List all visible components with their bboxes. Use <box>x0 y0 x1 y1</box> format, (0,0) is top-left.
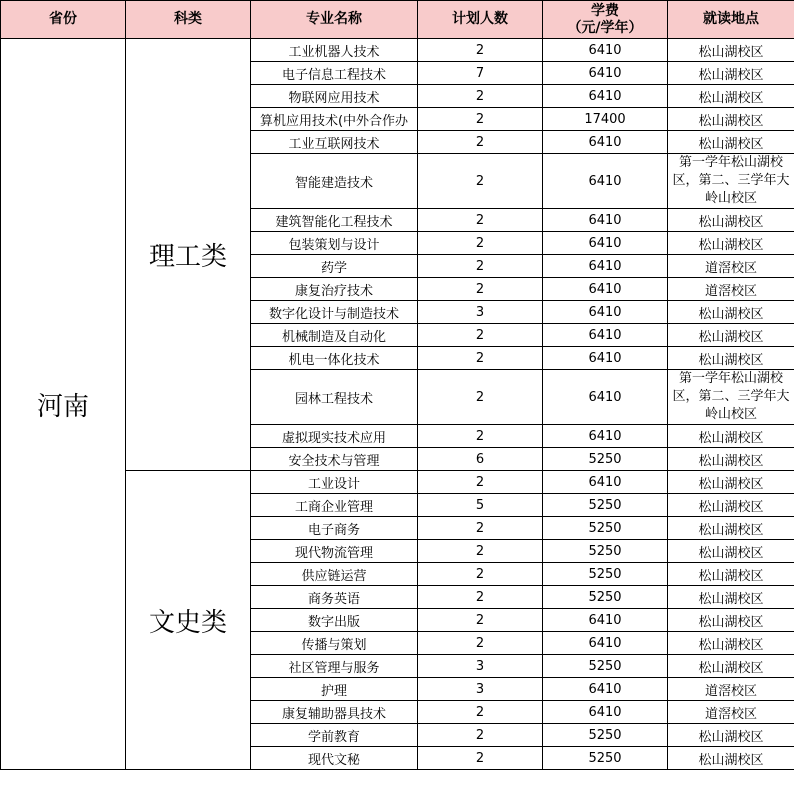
plan-cell: 2 <box>418 154 543 209</box>
campus-cell: 松山湖校区 <box>668 540 794 563</box>
major-cell: 现代物流管理 <box>251 540 418 563</box>
major-cell: 工商企业管理 <box>251 494 418 517</box>
fee-cell: 6410 <box>543 154 668 209</box>
major-cell: 电子信息工程技术 <box>251 62 418 85</box>
header-plan: 计划人数 <box>418 1 543 39</box>
fee-cell: 6410 <box>543 425 668 448</box>
plan-cell: 3 <box>418 301 543 324</box>
fee-cell: 6410 <box>543 701 668 724</box>
campus-cell: 松山湖校区 <box>668 131 794 154</box>
major-cell: 工业机器人技术 <box>251 39 418 62</box>
major-cell: 数字出版 <box>251 609 418 632</box>
fee-cell: 6410 <box>543 62 668 85</box>
plan-cell: 2 <box>418 370 543 425</box>
plan-cell: 6 <box>418 448 543 471</box>
plan-cell: 2 <box>418 563 543 586</box>
campus-cell: 松山湖校区 <box>668 494 794 517</box>
header-fee-line1: 学费 <box>591 2 619 19</box>
campus-cell: 松山湖校区 <box>668 425 794 448</box>
plan-cell: 2 <box>418 724 543 747</box>
header-row <box>1 1 794 39</box>
plan-cell: 2 <box>418 609 543 632</box>
major-cell: 数字化设计与制造技术 <box>251 301 418 324</box>
major-cell: 工业设计 <box>251 471 418 494</box>
plan-cell: 2 <box>418 255 543 278</box>
campus-cell: 松山湖校区 <box>668 724 794 747</box>
plan-cell: 2 <box>418 324 543 347</box>
major-cell: 商务英语 <box>251 586 418 609</box>
header-fee-line2: （元/学年） <box>567 19 643 36</box>
campus-cell: 松山湖校区 <box>668 448 794 471</box>
header-province: 省份 <box>1 1 126 39</box>
plan-cell: 2 <box>418 347 543 370</box>
plan-cell: 2 <box>418 586 543 609</box>
plan-cell: 2 <box>418 632 543 655</box>
campus-cell: 松山湖校区 <box>668 324 794 347</box>
fee-cell: 6410 <box>543 278 668 301</box>
fee-cell: 6410 <box>543 301 668 324</box>
fee-cell: 6410 <box>543 678 668 701</box>
campus-cell: 松山湖校区 <box>668 747 794 770</box>
fee-cell: 17400 <box>543 108 668 131</box>
campus-cell: 松山湖校区 <box>668 232 794 255</box>
table-row <box>1 39 794 62</box>
plan-cell: 2 <box>418 108 543 131</box>
campus-cell: 道滘校区 <box>668 701 794 724</box>
campus-cell: 松山湖校区 <box>668 108 794 131</box>
plan-cell: 5 <box>418 494 543 517</box>
plan-cell: 3 <box>418 655 543 678</box>
plan-cell: 2 <box>418 209 543 232</box>
plan-cell: 2 <box>418 425 543 448</box>
header-major: 专业名称 <box>251 1 418 39</box>
fee-cell: 6410 <box>543 209 668 232</box>
major-cell: 传播与策划 <box>251 632 418 655</box>
fee-cell: 5250 <box>543 747 668 770</box>
major-cell: 社区管理与服务 <box>251 655 418 678</box>
fee-cell: 6410 <box>543 85 668 108</box>
category-cell: 文史类 <box>126 471 251 770</box>
major-cell: 学前教育 <box>251 724 418 747</box>
major-cell: 电子商务 <box>251 517 418 540</box>
campus-cell: 松山湖校区 <box>668 471 794 494</box>
campus-cell: 松山湖校区 <box>668 85 794 108</box>
major-cell: 物联网应用技术 <box>251 85 418 108</box>
fee-cell: 5250 <box>543 494 668 517</box>
major-cell: 现代文秘 <box>251 747 418 770</box>
major-cell: 建筑智能化工程技术 <box>251 209 418 232</box>
plan-cell: 2 <box>418 701 543 724</box>
fee-cell: 6410 <box>543 255 668 278</box>
fee-cell: 5250 <box>543 540 668 563</box>
campus-cell: 道滘校区 <box>668 278 794 301</box>
campus-cell: 第一学年松山湖校区，第二、三学年大岭山校区 <box>668 370 794 425</box>
campus-cell: 第一学年松山湖校区，第二、三学年大岭山校区 <box>668 154 794 209</box>
plan-cell: 2 <box>418 540 543 563</box>
major-cell: 机电一体化技术 <box>251 347 418 370</box>
fee-cell: 6410 <box>543 370 668 425</box>
major-cell: 药学 <box>251 255 418 278</box>
fee-cell: 5250 <box>543 448 668 471</box>
campus-cell: 松山湖校区 <box>668 655 794 678</box>
fee-cell: 6410 <box>543 471 668 494</box>
header-category: 科类 <box>126 1 251 39</box>
fee-cell: 5250 <box>543 586 668 609</box>
plan-cell: 2 <box>418 517 543 540</box>
campus-cell: 松山湖校区 <box>668 563 794 586</box>
major-cell: 虚拟现实技术应用 <box>251 425 418 448</box>
fee-cell: 5250 <box>543 724 668 747</box>
major-cell: 供应链运营 <box>251 563 418 586</box>
major-cell: 包装策划与设计 <box>251 232 418 255</box>
header-fee <box>543 1 668 39</box>
fee-cell: 6410 <box>543 324 668 347</box>
plan-cell: 2 <box>418 747 543 770</box>
major-cell: 机械制造及自动化 <box>251 324 418 347</box>
campus-cell: 松山湖校区 <box>668 347 794 370</box>
header-campus: 就读地点 <box>668 1 794 39</box>
plan-cell: 3 <box>418 678 543 701</box>
campus-cell: 松山湖校区 <box>668 632 794 655</box>
plan-cell: 2 <box>418 85 543 108</box>
major-cell: 工业互联网技术 <box>251 131 418 154</box>
plan-cell: 2 <box>418 131 543 154</box>
campus-cell: 道滘校区 <box>668 255 794 278</box>
major-cell: 智能建造技术 <box>251 154 418 209</box>
major-cell: 护理 <box>251 678 418 701</box>
plan-cell: 2 <box>418 278 543 301</box>
campus-cell: 松山湖校区 <box>668 586 794 609</box>
category-cell: 理工类 <box>126 39 251 471</box>
campus-cell: 松山湖校区 <box>668 301 794 324</box>
major-cell: 康复治疗技术 <box>251 278 418 301</box>
fee-cell: 6410 <box>543 131 668 154</box>
campus-cell: 松山湖校区 <box>668 62 794 85</box>
plan-cell: 2 <box>418 471 543 494</box>
campus-cell: 松山湖校区 <box>668 609 794 632</box>
campus-cell: 松山湖校区 <box>668 39 794 62</box>
campus-cell: 道滘校区 <box>668 678 794 701</box>
province-cell: 河南 <box>1 39 126 770</box>
campus-cell: 松山湖校区 <box>668 209 794 232</box>
major-cell: 安全技术与管理 <box>251 448 418 471</box>
fee-cell: 6410 <box>543 632 668 655</box>
table-body <box>1 39 794 770</box>
plan-cell: 2 <box>418 39 543 62</box>
fee-cell: 5250 <box>543 563 668 586</box>
plan-cell: 7 <box>418 62 543 85</box>
fee-cell: 5250 <box>543 517 668 540</box>
major-cell: 算机应用技术(中外合作办 <box>251 108 418 131</box>
fee-cell: 6410 <box>543 347 668 370</box>
fee-cell: 6410 <box>543 232 668 255</box>
fee-cell: 6410 <box>543 609 668 632</box>
major-cell: 园林工程技术 <box>251 370 418 425</box>
campus-cell: 松山湖校区 <box>668 517 794 540</box>
plan-cell: 2 <box>418 232 543 255</box>
major-cell: 康复辅助器具技术 <box>251 701 418 724</box>
fee-cell: 5250 <box>543 655 668 678</box>
fee-cell: 6410 <box>543 39 668 62</box>
